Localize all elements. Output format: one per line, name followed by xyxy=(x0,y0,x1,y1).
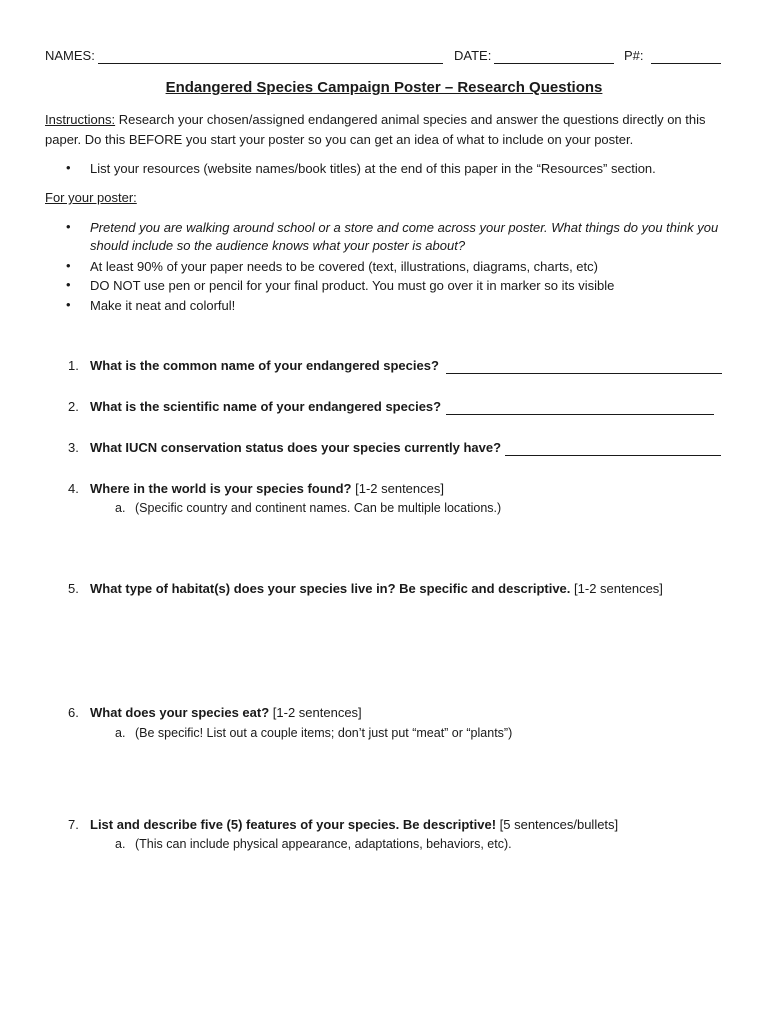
question-number: 6. xyxy=(68,705,79,720)
sub-text: (Specific country and continent names. Can be multiple locations.) xyxy=(135,501,502,515)
question-number: 4. xyxy=(68,481,79,496)
names-label: NAMES: xyxy=(45,48,95,63)
page-title: Endangered Species Campaign Poster – Research Questions xyxy=(165,79,603,96)
sub-letter: a. xyxy=(115,726,126,740)
bullet-dot: • xyxy=(66,219,71,234)
instructions-label: Instructions: xyxy=(45,112,116,127)
question-4-sub xyxy=(115,499,501,517)
question-hint: [5 sentences/bullets] xyxy=(496,817,619,832)
poster-bullet-2: At least 90% of your paper needs to be covered (text, illustrations, diagrams, charts, etc) xyxy=(90,259,598,274)
poster-heading: For your poster: xyxy=(45,190,137,205)
question-number: 3. xyxy=(68,440,79,455)
question-number: 2. xyxy=(68,399,79,414)
question-hint: [1-2 sentences] xyxy=(570,581,663,596)
date-blank[interactable] xyxy=(494,51,614,64)
sub-text: (This can include physical appearance, adaptations, behaviors, etc). xyxy=(135,837,512,851)
question-7 xyxy=(68,816,618,834)
resources-bullet: List your resources (website names/book titles) at the end of this paper in the “Resources” section. xyxy=(90,161,656,176)
period-blank[interactable] xyxy=(651,51,721,64)
poster-bullet-3: DO NOT use pen or pencil for your final product. You must go over it in marker so its visible xyxy=(90,278,615,293)
question-number: 7. xyxy=(68,817,79,832)
question-6-sub xyxy=(115,724,512,742)
question-text: What type of habitat(s) does your species live in? Be specific and descriptive. xyxy=(90,581,571,596)
question-number: 1. xyxy=(68,358,79,373)
poster-bullet-1-line-1: Pretend you are walking around school or a store and come across your poster. What things do you think you xyxy=(90,220,719,235)
period-label: P#: xyxy=(624,48,644,63)
question-text: What does your species eat? xyxy=(90,705,270,720)
bullet-dot: • xyxy=(66,297,71,312)
instructions-text-2: paper. Do this BEFORE you start your poster so you can get an idea of what to include on your poster. xyxy=(45,132,634,147)
question-1 xyxy=(68,357,439,375)
question-hint: [1-2 sentences] xyxy=(351,481,444,496)
sub-text: (Be specific! List out a couple items; don’t just put “meat” or “plants”) xyxy=(135,726,513,740)
answer-blank-3[interactable] xyxy=(505,443,721,456)
poster-bullet-4: Make it neat and colorful! xyxy=(90,298,236,313)
question-6 xyxy=(68,704,362,722)
question-3 xyxy=(68,439,501,457)
question-5 xyxy=(68,580,663,598)
answer-blank-1[interactable] xyxy=(446,361,722,374)
instructions-text-1: Research your chosen/assigned endangered animal species and answer the questions directly on this xyxy=(115,112,706,127)
question-7-sub xyxy=(115,835,512,853)
date-label: DATE: xyxy=(454,48,492,63)
bullet-dot: • xyxy=(66,277,71,292)
question-text: Where in the world is your species found? xyxy=(90,481,352,496)
question-number: 5. xyxy=(68,581,79,596)
sub-letter: a. xyxy=(115,501,126,515)
sub-letter: a. xyxy=(115,837,126,851)
instructions-line-1 xyxy=(45,111,706,129)
answer-blank-2[interactable] xyxy=(446,402,714,415)
bullet-dot: • xyxy=(66,160,71,175)
question-text: List and describe five (5) features of your species. Be descriptive! xyxy=(90,817,497,832)
question-text: What is the common name of your endangered species? xyxy=(90,358,439,373)
bullet-dot: • xyxy=(66,258,71,273)
question-text: What is the scientific name of your endangered species? xyxy=(90,399,442,414)
poster-bullet-1-line-2: should include so the audience knows what your poster is about? xyxy=(90,238,466,253)
question-text: What IUCN conservation status does your species currently have? xyxy=(90,440,502,455)
question-hint: [1-2 sentences] xyxy=(269,705,362,720)
question-4 xyxy=(68,480,444,498)
question-2 xyxy=(68,398,441,416)
names-blank[interactable] xyxy=(98,51,443,64)
